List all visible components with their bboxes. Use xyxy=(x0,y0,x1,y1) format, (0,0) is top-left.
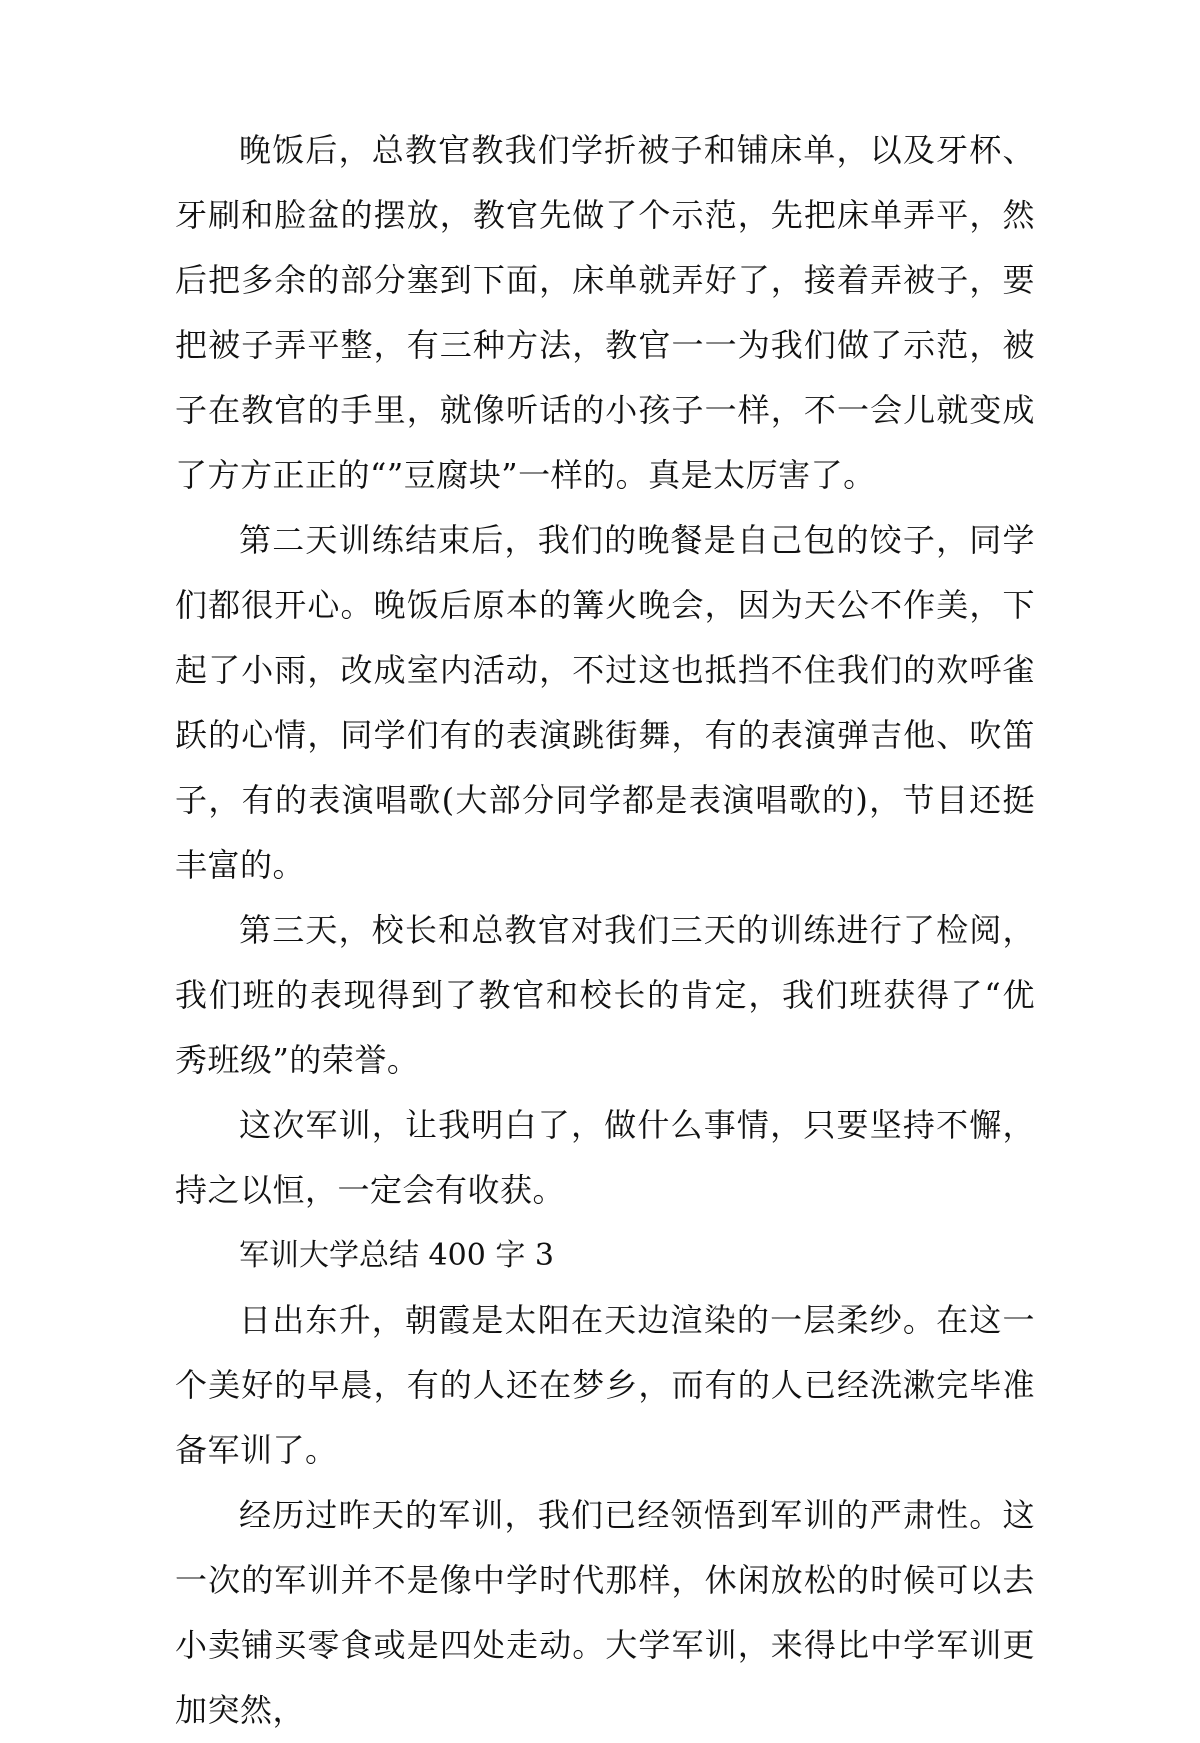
section-heading: 军训大学总结 400 字 3 xyxy=(239,1238,554,1273)
paragraph-third-day: 第三天，校长和总教官对我们三天的训练进行了检阅，我们班的表现得到了教官和校长的肯定，我们班获得了“优秀班级”的荣誉。 xyxy=(175,911,1035,1079)
document-body xyxy=(175,118,1035,1743)
paragraph-second-day: 第二天训练结束后，我们的晚餐是自己包的饺子，同学们都很开心。晚饭后原本的篝火晚会，因为天公不作美，下起了小雨，改成室内活动，不过这也抵挡不住我们的欢呼雀跃的心情，同学们有的表演跳街舞，有的表演弹吉他、吹笛子，有的表演唱歌(大部分同学都是表演唱歌的)，节目还挺丰富的。 xyxy=(175,521,1035,884)
paragraph-sunrise: 日出东升，朝霞是太阳在天边渲染的一层柔纱。在这一个美好的早晨，有的人还在梦乡，而有的人已经洗漱完毕准备军训了。 xyxy=(175,1301,1035,1469)
paragraph-yesterday-training: 经历过昨天的军训，我们已经领悟到军训的严肃性。这一次的军训并不是像中学时代那样，休闲放松的时候可以去小卖铺买零食或是四处走动。大学军训，来得比中学军训更加突然， xyxy=(175,1496,1035,1729)
paragraph-folding-quilts: 晚饭后，总教官教我们学折被子和铺床单，以及牙杯、牙刷和脸盆的摆放，教官先做了个示范，先把床单弄平，然后把多余的部分塞到下面，床单就弄好了，接着弄被子，要把被子弄平整，有三种方法，教官一一为我们做了示范，被子在教官的手里，就像听话的小孩子一样，不一会儿就变成了方方正正的“”豆腐块”一样的。真是太厉害了。 xyxy=(175,131,1035,494)
paragraph-conclusion: 这次军训，让我明白了，做什么事情，只要坚持不懈，持之以恒，一定会有收获。 xyxy=(175,1106,1035,1209)
